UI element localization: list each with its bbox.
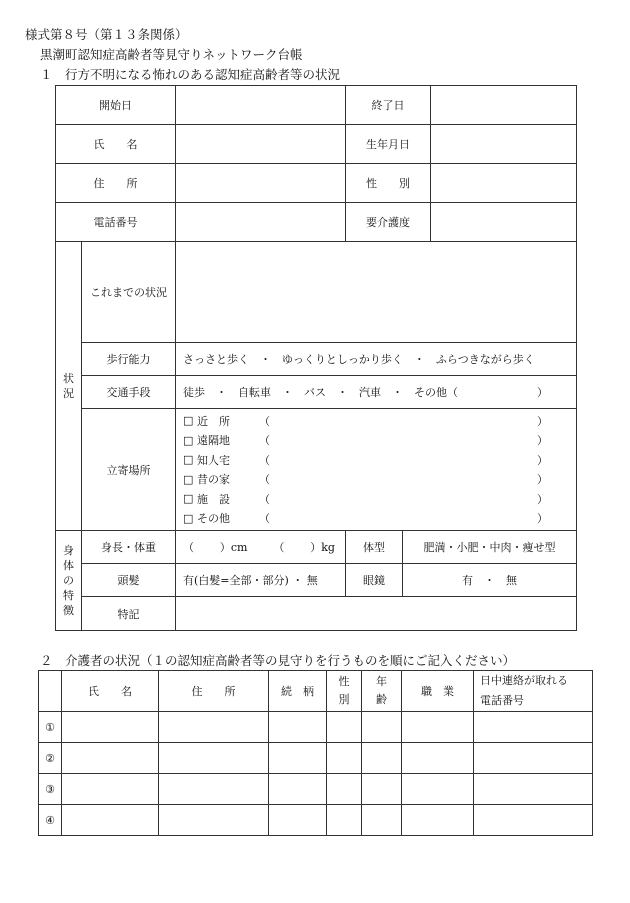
section1-table [55,85,577,631]
glasses-label: 眼鏡 [346,564,403,597]
status-group-label: 状 況 [56,242,82,531]
care-level-label: 要介護度 [346,203,431,242]
glasses-options[interactable]: 有 ・ 無 [403,564,577,597]
history-label: これまでの状況 [82,242,176,343]
hair-options[interactable]: 有(白髪=全部・部分) ・ 無 [176,564,346,597]
stopover-list [176,409,577,531]
table-row [39,805,593,836]
row-number: ④ [39,805,62,836]
row-number: ① [39,712,62,743]
checkbox-icon[interactable]: □ [183,453,194,467]
row-number: ③ [39,774,62,805]
table-row [39,774,593,805]
col-age: 年 齢 [362,671,402,712]
walking-label: 歩行能力 [82,343,176,376]
stopover-item-old-home[interactable]: □ 昔の家 （ ） [183,472,548,487]
col-job: 職 業 [402,671,474,712]
transport-options-text: 徒歩 ・ 自転車 ・ バス ・ 汽車 ・ その他（ [183,386,458,399]
col-address: 住 所 [159,671,269,712]
col-name: 氏 名 [62,671,159,712]
height-weight-field[interactable]: （ ）cm （ ）kg [176,531,346,564]
checkbox-icon[interactable]: □ [183,492,194,506]
stopover-item-remote[interactable]: □ 遠隔地 （ ） [183,433,548,448]
col-phone: 日中連絡が取れる 電話番号 [474,671,593,712]
stopover-label: 立寄場所 [82,409,176,531]
end-date-label: 終了日 [346,86,431,125]
gender-label: 性 別 [346,164,431,203]
body-type-label: 体型 [346,531,403,564]
end-date-field[interactable] [431,86,577,125]
checkbox-icon[interactable]: □ [183,511,194,525]
hair-label: 頭髪 [82,564,176,597]
transport-options[interactable] [176,376,577,409]
phone-field[interactable] [176,203,346,242]
stopover-item-other[interactable]: □ その他 （ ） [183,511,548,526]
body-type-options[interactable]: 肥満・小肥・中肉・痩せ型 [403,531,577,564]
gender-field[interactable] [431,164,577,203]
transport-close: ） [537,386,548,399]
form-number: 様式第８号（第１３条関係） [25,27,188,42]
birth-date-label: 生年月日 [346,125,431,164]
stopover-item-neighborhood[interactable]: □ 近 所 （ ） [183,414,548,428]
notes-label: 特記 [82,597,176,631]
stopover-item-acquaintance[interactable]: □ 知人宅 （ ） [183,453,548,467]
name-label: 氏 名 [56,125,176,164]
section1-title: １ 行方不明になる怖れのある認知症高齢者等の状況 [40,67,341,82]
row-number-header [39,671,62,712]
checkbox-icon[interactable]: □ [183,414,194,428]
section2-title: ２ 介護者の状況（１の認知症高齢者等の見守りを行うものを順にご記入ください） [40,653,516,668]
col-gender: 性 別 [327,671,362,712]
care-level-field[interactable] [431,203,577,242]
walking-options[interactable]: さっさと歩く ・ ゆっくりとしっかり歩く ・ ふらつきながら歩く [176,343,577,376]
birth-date-field[interactable] [431,125,577,164]
history-field[interactable] [176,242,577,343]
table-row [39,743,593,774]
checkbox-icon[interactable]: □ [183,433,194,447]
stopover-item-facility[interactable]: □ 施 設 （ ） [183,492,548,506]
start-date-field[interactable] [176,86,346,125]
phone-label: 電話番号 [56,203,176,242]
col-relation: 続 柄 [269,671,327,712]
name-field[interactable] [176,125,346,164]
address-label: 住 所 [56,164,176,203]
section2-table [38,670,593,836]
address-field[interactable] [176,164,346,203]
table-row [39,712,593,743]
transport-label: 交通手段 [82,376,176,409]
start-date-label: 開始日 [56,86,176,125]
ledger-title: 黒潮町認知症高齢者等見守りネットワーク台帳 [40,47,303,62]
row-number: ② [39,743,62,774]
height-weight-label: 身長・体重 [82,531,176,564]
notes-field[interactable] [176,597,577,631]
checkbox-icon[interactable]: □ [183,472,194,486]
features-group-label: 身 体 の 特 徴 [56,531,82,631]
